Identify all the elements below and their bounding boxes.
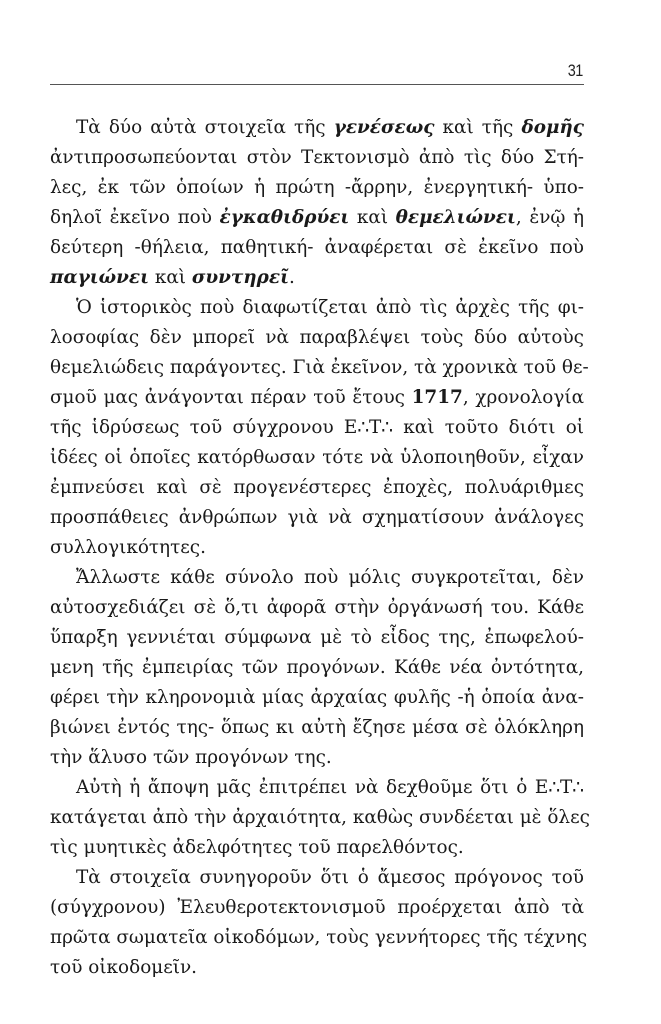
text-line (50, 683, 584, 713)
text-line (50, 623, 584, 653)
text-line (50, 323, 584, 353)
text-segment: προσπάθειες ἀνθρώπων γιὰ νὰ σχηματίσουν ἀνάλογες (50, 507, 584, 528)
text-segment: καὶ τῆς (434, 117, 522, 138)
text-segment: αὐτοσχεδιάζει σὲ ὅ,τι ἀφορᾶ στὴν ὀργάνωσή του. Κάθε (50, 597, 584, 618)
text-segment: καὶ (349, 207, 396, 228)
text-segment: τὶς μυητικὲς ἀδελφότητες τοῦ παρελθόντος. (50, 837, 464, 858)
emphasized-term: θεμελιώνει (395, 207, 516, 228)
text-line (50, 833, 584, 863)
text-segment: φέρει τὴν κληρονομιὰ μίας ἀρχαίας φυλῆς -ἡ ὁποία ἀνα- (50, 687, 584, 708)
text-segment: ἀντιπροσωπεύονται στὸν Τεκτονισμὸ ἀπὸ τὶς δύο Στή- (50, 147, 584, 168)
paragraph (50, 113, 584, 293)
text-line (50, 653, 584, 683)
text-segment: κατάγεται ἀπὸ τὴν ἀρχαιότητα, καθὼς συνδέεται μὲ ὅλες (50, 807, 590, 828)
text-segment: δεύτερη -θήλεια, παθητική- ἀναφέρεται σὲ ἐκεῖνο ποὺ (50, 237, 584, 258)
emphasized-term: συντηρεῖ (191, 267, 289, 288)
text-segment: καὶ (149, 267, 192, 288)
text-line (50, 473, 584, 503)
text-segment: θεμελιώδεις παράγοντες. Γιὰ ἐκεῖνον, τὰ χρονικὰ τοῦ θε- (50, 357, 589, 378)
text-segment: Αὐτὴ ἡ ἄποψη μᾶς ἐπιτρέπει νὰ δεχθοῦμε ὅτι ὁ Ε∴Τ∴ (76, 777, 584, 798)
text-line (50, 383, 584, 413)
text-segment: βιώνει ἐντός της- ὅπως κι αὐτὴ ἔζησε μέσα σὲ ὁλόκληρη (50, 717, 584, 738)
text-line (50, 713, 584, 743)
text-line (50, 923, 588, 953)
paragraph (50, 293, 589, 563)
text-line (50, 803, 590, 833)
text-line (50, 233, 584, 263)
text-segment: Ὁ ἱστορικὸς ποὺ διαφωτίζεται ἀπὸ τὶς ἀρχὲς τῆς φι- (76, 297, 584, 318)
text-line (50, 743, 584, 773)
text-segment: Τὰ δύο αὐτὰ στοιχεῖα τῆς (76, 117, 334, 138)
text-line (50, 953, 584, 983)
text-segment: δηλοῖ ἐκεῖνο ποὺ (50, 207, 220, 228)
paragraph (50, 773, 590, 863)
text-segment: , ἐνῷ ἡ (515, 207, 584, 228)
text-segment: τῆς ἱδρύσεως τοῦ σύγχρονου Ε∴Τ∴ καὶ τοῦτο διότι οἱ (50, 417, 584, 438)
text-segment: ἰδέες οἱ ὁποῖες κατόρθωσαν τότε νὰ ὑλοποιηθοῦν, εἶχαν (50, 447, 584, 468)
text-line (50, 413, 584, 443)
text-segment: , χρονολογία (462, 387, 584, 408)
text-line (50, 863, 584, 893)
text-segment: συλλογικότητες. (50, 537, 206, 558)
text-line (50, 593, 584, 623)
page-header-rule (50, 56, 584, 85)
paragraph (50, 563, 584, 773)
text-line (50, 773, 584, 803)
text-line (50, 443, 584, 473)
emphasized-term: γενέσεως (333, 117, 435, 138)
text-line (50, 893, 584, 923)
text-line (50, 173, 584, 203)
text-line (50, 533, 584, 563)
text-line (50, 203, 584, 233)
text-segment: σμοῦ μας ἀνάγονται πέραν τοῦ ἔτους (50, 387, 412, 408)
text-segment: τοῦ οἰκοδομεῖν. (50, 957, 197, 978)
text-line (50, 143, 584, 173)
text-line (50, 563, 584, 593)
text-line (50, 293, 584, 323)
text-line (50, 263, 584, 293)
text-segment: πρῶτα σωματεῖα οἰκοδόμων, τοὺς γεννήτορες τῆς τέχνης (50, 927, 588, 948)
text-line (50, 503, 584, 533)
text-line (50, 353, 589, 383)
page-body (50, 113, 590, 983)
text-segment: λοσοφίας δὲν μπορεῖ νὰ παραβλέψει τοὺς δύο αὐτοὺς (50, 327, 584, 348)
paragraph (50, 863, 588, 983)
text-segment: ὕπαρξη γεννιέται σύμφωνα μὲ τὸ εἶδος της, ἐπωφελού- (50, 627, 584, 648)
text-segment: . (288, 267, 295, 288)
emphasized-term: δομῆς (521, 117, 584, 138)
text-segment: μενη τῆς ἐμπειρίας τῶν προγόνων. Κάθε νέα ὀντότητα, (50, 657, 584, 678)
text-segment: (σύγχρονου) Ἐλευθεροτεκτονισμοῦ προέρχεται ἀπὸ τὰ (50, 897, 584, 918)
text-segment: Τὰ στοιχεῖα συνηγοροῦν ὅτι ὁ ἄμεσος πρόγονος τοῦ (76, 867, 584, 888)
emphasized-term: παγιώνει (50, 267, 150, 288)
text-line (50, 113, 584, 143)
text-segment: ἐμπνεύσει καὶ σὲ προγενέστερες ἐποχὲς, πολυάριθμες (50, 477, 584, 498)
text-segment: λες, ἐκ τῶν ὁποίων ἡ πρώτη -ἄρρην, ἐνεργητική- ὑπο- (50, 177, 584, 198)
year-number: 1717 (411, 387, 463, 408)
text-segment: Ἄλλωστε κάθε σύνολο ποὺ μόλις συγκροτεῖται, δὲν (76, 567, 584, 588)
emphasized-term: ἐγκαθιδρύει (219, 207, 350, 228)
page-number: 31 (567, 61, 583, 80)
text-segment: τὴν ἅλυσο τῶν προγόνων της. (50, 747, 332, 768)
